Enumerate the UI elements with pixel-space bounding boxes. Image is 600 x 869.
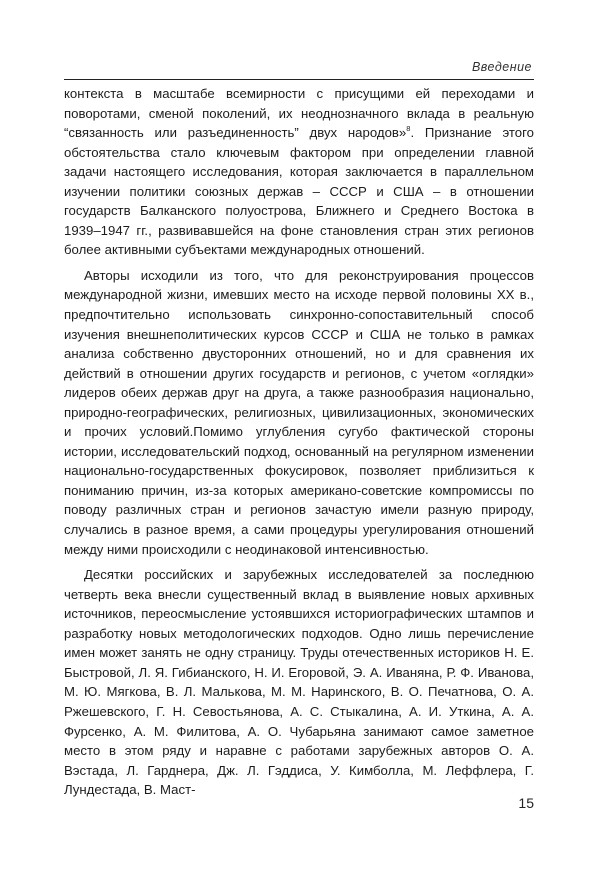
paragraph-1-text-a: контекста в масштабе всемирности с присущими ей переходами и поворотами, сменой поколений, их неоднозначного вклада в реальную “связанность или разъединенность” двух народов» bbox=[64, 86, 534, 141]
header-divider bbox=[64, 79, 534, 80]
paragraph-2: Авторы исходили из того, что для реконструирования процессов международной жизни, имевших место на исходе первой половины XX в., предпочтительно использовать синхронно-сопоставительный способ изучения внешнеполитических курсов СССР и США не только в рамках анализа собственно двусторонних отношений, но и для сравнения их действий в отношении других государств и регионов, с учетом «оглядки» лидеров обеих держав друг на друга, а также разнообразия национально, природно-географических, религиозных, цивилизационных, экономических и прочих условий.Помимо углубления сугубо фактической стороны истории, исследовательский подход, основанный на регулярном изменении национально-государственных фокусировок, позволяет приблизиться к пониманию причин, из-за которых американо-советские компромиссы по поводу различных стран и регионов зачастую имели разную природу, случались в разное время, а сами процедуры урегулирования отношений между ними происходили с неодинаковой интенсивностью. bbox=[64, 267, 534, 557]
paragraph-3: Десятки российских и зарубежных исследователей за последнюю четверть века внесли существенный вклад в выявление новых архивных источников, переосмысление устоявшихся историографических штампов и разработку новых методологических подходов. Одно лишь перечисление имен может занять не одну страницу. Труды отечественных историков Н. Е. Быстровой, Л. Я. Гибианского, Н. И. Егоровой, Э. А. Иваняна, Р. Ф. Иванова, М. Ю. Мягкова, В. Л. Малькова, М. М. Наринского, В. О. Печатнова, О. А. Ржешевского, Г. Н. Севостьянова, А. С. Стыкалина, А. И. Уткина, А. А. Фурсенко, А. М. Филитова, А. О. Чубарьяна занимают самое заметное место в этом ряду и наравне с работами зарубежных авторов О. А. Вэстада, Л. Гарднера, Дж. Л. Гэддиса, У. Кимболла, М. Леффлера, Г. Лундестада, В. Маст- bbox=[64, 567, 534, 798]
footnote-ref-8[interactable]: 8 bbox=[406, 123, 411, 133]
running-head: Введение bbox=[471, 60, 532, 74]
body-text bbox=[64, 84, 534, 806]
paragraph-1-text-b: . Признание этого обстоятельства стало ключевым фактором при определении главной задачи настоящего исследования, которая заключается в параллельном изучении политики союзных держав – СССР и США – в отношении государств Балканского полуострова, Ближнего и Среднего Востока в 1939–1947 гг., развивавшейся на фоне становления стран этих регионов более активными субъектами международных отношений. bbox=[64, 125, 534, 258]
page-number: 15 bbox=[518, 795, 534, 811]
paragraph-1 bbox=[64, 84, 534, 260]
